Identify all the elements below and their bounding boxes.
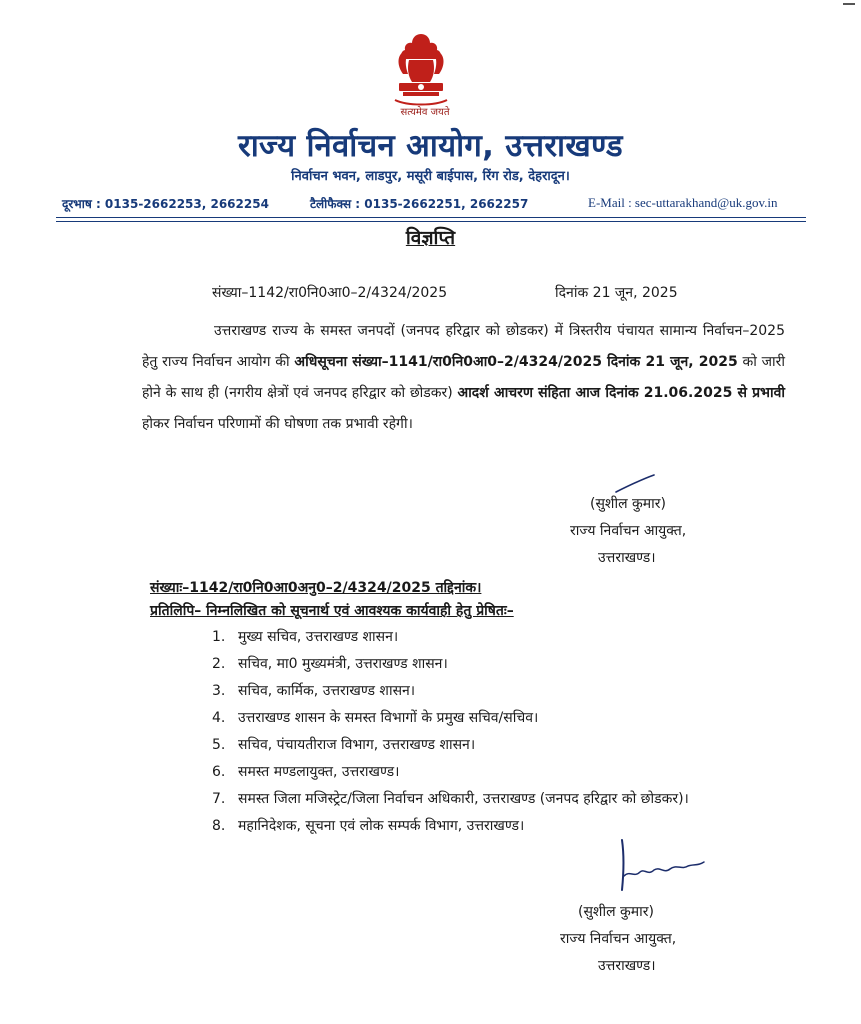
- copy-intro: प्रतिलिपि– निम्नलिखित को सूचनार्थ एवं आवश्यक कार्यवाही हेतु प्रेषितः–: [150, 603, 514, 619]
- list-item: 8. महानिदेशक, सूचना एवं लोक सम्पर्क विभाग, उत्तराखण्ड।: [212, 818, 525, 834]
- header-divider: [56, 221, 806, 222]
- code-of-conduct-statement: आदर्श आचरण संहिता आज दिनांक 21.06.2025 से प्रभावी: [457, 385, 785, 401]
- list-item: 6. समस्त मण्डलायुक्त, उत्तराखण्ड।: [212, 764, 400, 780]
- notice-body: [142, 316, 785, 440]
- phone-numbers: दूरभाष : 0135-2662253, 2662254: [62, 197, 269, 211]
- list-item: 1. मुख्य सचिव, उत्तराखण्ड शासन।: [212, 629, 399, 645]
- signatory-name: (सुशील कुमार): [590, 496, 666, 512]
- signatory-title: राज्य निर्वाचन आयुक्त,: [560, 931, 677, 947]
- signatory-state: उत्तराखण्ड।: [598, 550, 656, 566]
- reference-number: संख्या–1142/रा0नि0आ0–2/4324/2025: [212, 285, 448, 301]
- notice-heading: विज्ञप्ति: [405, 227, 456, 249]
- signatory-title: राज्य निर्वाचन आयुक्त,: [570, 523, 687, 539]
- copy-reference-number: संख्याः–1142/रा0नि0आ0अनु0–2/4324/2025 तद्दिनांक।: [150, 580, 482, 596]
- notice-date: दिनांक 21 जून, 2025: [555, 285, 678, 301]
- list-item: 2. सचिव, मा0 मुख्यमंत्री, उत्तराखण्ड शासन।: [212, 656, 448, 672]
- list-item: 7. समस्त जिला मजिस्ट्रेट/जिला निर्वाचन अधिकारी, उत्तराखण्ड (जनपद हरिद्वार को छोडकर)।: [212, 791, 689, 807]
- body-text: होकर निर्वाचन परिणामों की घोषणा तक प्रभावी रहेगी।: [142, 416, 413, 432]
- national-emblem-icon: [381, 30, 461, 112]
- organization-address: निर्वाचन भवन, लाडपुर, मसूरी बाईपास, रिंग रोड, देहरादून।: [291, 169, 570, 184]
- corner-mark: [843, 3, 855, 5]
- body-text: उत्तराखण्ड राज्य के समस्त जनपदों (जनपद हरिद्वार को छोडकर) में त्रिस्तरीय पंचायत सामान्य निर्वाचन–2025 हेतु राज्य निर्वाचन आयोग की: [142, 323, 785, 370]
- header-divider: [56, 217, 806, 218]
- motto: सत्यमेव जयते: [400, 107, 450, 118]
- signature-mark: [608, 836, 718, 896]
- fax-numbers: टैलीफैक्स : 0135-2662251, 2662257: [310, 197, 529, 211]
- list-item: 4. उत्तराखण्ड शासन के समस्त विभागों के प्रमुख सचिव/सचिव।: [212, 710, 539, 726]
- email-address: E-Mail : sec-uttarakhand@uk.gov.in: [588, 195, 778, 210]
- body-text: को जारी होने के साथ ही (नगरीय क्षेत्रों एवं जनपद हरिद्वार को छोडकर): [142, 354, 785, 401]
- list-item: 3. सचिव, कार्मिक, उत्तराखण्ड शासन।: [212, 683, 416, 699]
- organization-title: राज्य निर्वाचन आयोग, उत्तराखण्ड: [238, 128, 623, 164]
- list-item: 5. सचिव, पंचायतीराज विभाग, उत्तराखण्ड शासन।: [212, 737, 476, 753]
- signatory-name: (सुशील कुमार): [578, 904, 654, 920]
- recipient-list: [212, 624, 787, 840]
- signatory-state: उत्तराखण्ड।: [598, 958, 656, 974]
- signature-mark: [610, 472, 660, 496]
- notification-reference: अधिसूचना संख्या–1141/रा0नि0आ0–2/4324/2025 दिनांक 21 जून, 2025: [294, 354, 738, 370]
